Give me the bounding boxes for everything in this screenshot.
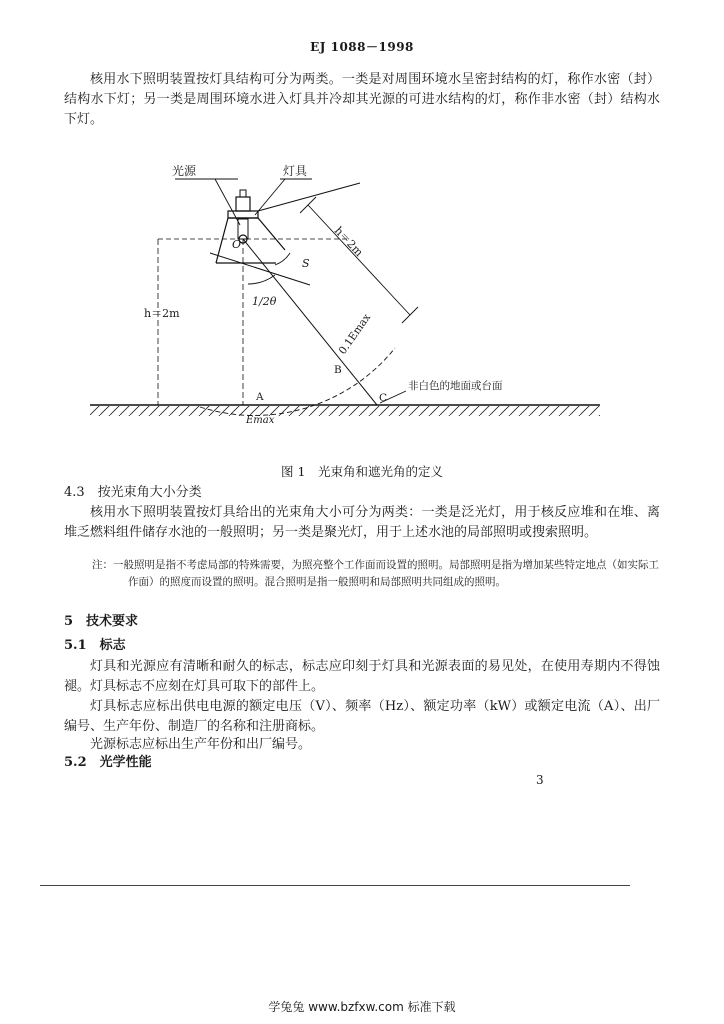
section-5-1-paragraph-2 [64, 697, 660, 737]
footer-watermark: 学兔兔 www.bzfxw.com 标准下载 [268, 1000, 456, 1014]
label-light-source: 光源 [172, 164, 197, 178]
luminaire-shape [216, 190, 285, 263]
label-a: A [256, 391, 264, 403]
page-number: 3 [536, 773, 544, 787]
label-half-angle: 1/2θ [252, 295, 277, 308]
beam-angle-figure [80, 145, 620, 435]
note-text: 注：一般照明是指不考虑局部的特殊需要，为照亮整个工作面而设置的照明。局部照明是指为增加某些特定地点（如实际工作面）的照度而设置的照明。混合照明是指一般照明和局部照明共同组成的照明。 [92, 559, 659, 588]
intro-text: 核用水下照明装置按灯具结构可分为两类。一类是对周围环境水呈密封结构的灯，称作水密（封）结构水下灯；另一类是周围环境水进入灯具并冷却其光源的可进水结构的灯，称作非水密（封）结构水下灯。 [64, 72, 660, 127]
intro-paragraph [64, 70, 660, 130]
section-5-1-heading: 5.1 标志 [64, 638, 126, 653]
section-4-3-heading: 4.3 按光束角大小分类 [64, 485, 202, 500]
cutoff-line [210, 253, 310, 285]
section-4-3-paragraph [64, 503, 660, 543]
section-5-1-text-1: 灯具和光源应有清晰和耐久的标志，标志应印刻于灯具和光源表面的易见处，在使用寿期内不得蚀褪。灯具标志不应刻在灯具可取下的部件上。 [64, 659, 660, 694]
document-id-header: EJ 1088－1998 [310, 40, 414, 54]
section-5-1-paragraph-1 [64, 657, 660, 697]
section-4-3-text: 核用水下照明装置按灯具给出的光束角大小可分为两类：一类是泛光灯，用于核反应堆和在堆、离堆乏燃料组件储存水池的一般照明；另一类是聚光灯，用于上述水池的局部照明或搜索照明。 [64, 505, 660, 540]
page-bottom-rule [40, 885, 630, 886]
section-5-heading: 5 技术要求 [64, 614, 139, 629]
height-dimension-diagonal [300, 197, 418, 323]
figure-caption: 图 1 光束角和遮光角的定义 [281, 464, 443, 479]
section-5-1-text-2: 灯具标志应标出供电电源的额定电压（V）、频率（Hz）、额定功率（kW）或额定电流（A）、出厂编号、生产年份、制造厂的名称和注册商标。 [64, 699, 660, 734]
label-luminaire: 灯具 [283, 164, 308, 178]
label-h-diagonal: h＝2m [331, 224, 366, 260]
section-5-1-text-3: 光源标志应标出生产年份和出厂编号。 [90, 737, 312, 752]
label-c: C [379, 392, 388, 404]
label-emax: Emax [246, 415, 275, 426]
note-block [92, 557, 660, 591]
label-o: O [232, 238, 242, 251]
ground-surface [90, 405, 600, 416]
label-ground: 非白色的地面或台面 [408, 380, 503, 392]
label-01emax: 0.1Emax [336, 311, 374, 357]
label-s: S [302, 257, 310, 270]
section-5-1-paragraph-3 [64, 735, 660, 755]
label-b: B [334, 364, 342, 376]
label-h-left: h＝2m [144, 307, 180, 320]
section-5-2-heading: 5.2 光学性能 [64, 755, 152, 770]
